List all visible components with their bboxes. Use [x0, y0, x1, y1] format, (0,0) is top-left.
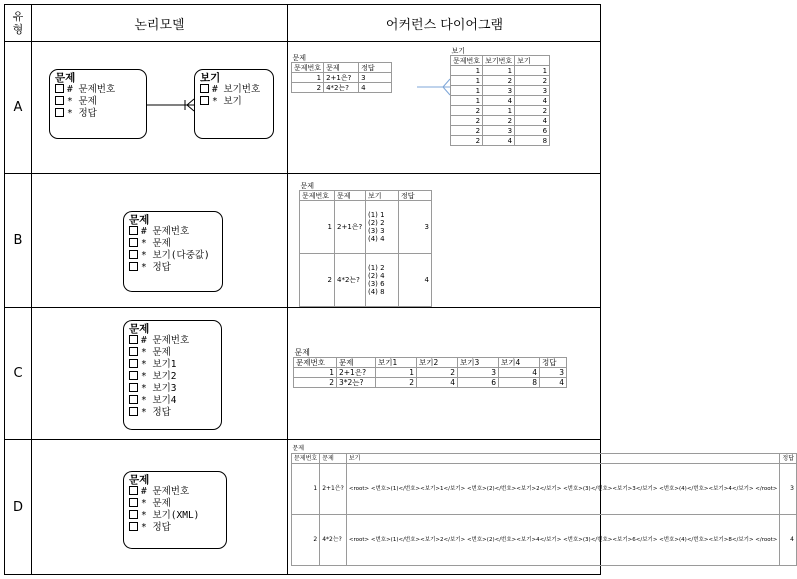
table-cell: 2+1은? — [335, 201, 366, 254]
table-header: 문제 — [324, 63, 359, 73]
choice-item: (4) 4 — [368, 235, 385, 243]
occurrence-table-c — [293, 348, 567, 388]
relationship-line-icon — [147, 95, 195, 115]
entity-name: 보기 — [200, 72, 221, 84]
table-cell: 4*2는? — [324, 83, 359, 93]
table-cell: 2 — [451, 126, 483, 136]
table-header: 문제번호 — [294, 358, 337, 368]
table-header: 문제번호 — [300, 191, 335, 201]
table-header: 문제 — [337, 358, 376, 368]
table-header: 정답 — [399, 191, 432, 201]
table-row — [292, 83, 392, 93]
entity-problem-b — [123, 211, 223, 292]
table-caption: 문제 — [292, 53, 307, 62]
attr-text: * 보기(다중값) — [141, 250, 210, 261]
table-row — [451, 116, 550, 126]
entity-attr — [55, 84, 141, 96]
table-header: 보기4 — [499, 358, 540, 368]
checkbox-icon — [129, 522, 138, 531]
checkbox-icon — [129, 347, 138, 356]
type-header-char-1: 유 — [12, 10, 24, 23]
attr-text: # 문제번호 — [141, 226, 190, 237]
table-row — [294, 368, 567, 378]
entity-attr — [129, 407, 216, 419]
entity-attr — [129, 347, 216, 359]
table-header: 보기2 — [417, 358, 458, 368]
checkbox-icon — [129, 250, 138, 259]
attr-text: * 정답 — [141, 522, 171, 533]
table-cell: 4 — [417, 378, 458, 388]
attr-text: * 보기4 — [141, 395, 177, 406]
table-row — [451, 96, 550, 106]
table-cell: 4 — [499, 368, 540, 378]
table-header: 보기 — [366, 191, 399, 201]
table-header: 문제 — [320, 454, 347, 464]
attr-text: # 보기번호 — [212, 84, 261, 95]
row-divider — [5, 41, 600, 42]
table-row — [300, 254, 432, 307]
entity-name: 문제 — [55, 72, 76, 84]
attr-text: * 문제 — [141, 347, 171, 358]
table-cell: 6 — [458, 378, 499, 388]
table-header: 정답 — [359, 63, 392, 73]
table-cell: 4 — [483, 96, 515, 106]
table-row — [451, 66, 550, 76]
table-cell: 1 — [294, 368, 337, 378]
checkbox-icon — [129, 498, 138, 507]
table-header: 문제 — [335, 191, 366, 201]
checkbox-icon — [55, 96, 64, 105]
attr-text: * 보기3 — [141, 383, 177, 394]
table-header: 문제번호 — [292, 454, 320, 464]
attr-text: * 정답 — [141, 262, 171, 273]
attr-text: * 문제 — [141, 498, 171, 509]
entity-name: 문제 — [129, 323, 150, 335]
table-caption: 문제 — [294, 347, 310, 357]
choice-item: (2) 2 — [368, 219, 385, 227]
type-label-c: C — [13, 366, 23, 381]
entity-attr — [129, 486, 221, 498]
table-cell: 2 — [376, 378, 417, 388]
table-header: 정답 — [540, 358, 567, 368]
choice-list-cell — [366, 201, 399, 254]
attr-text: # 문제번호 — [141, 335, 190, 346]
attr-text: * 정답 — [141, 407, 171, 418]
table-cell: 4 — [515, 96, 550, 106]
table-caption: 보기 — [451, 46, 466, 55]
checkbox-icon — [129, 262, 138, 271]
type-label-d: D — [12, 500, 23, 515]
occurrence-diagram-header: 어커런스 다이어그램 — [385, 17, 504, 33]
entity-attr — [129, 395, 216, 407]
table-cell: 3 — [359, 73, 392, 83]
row-divider — [5, 173, 600, 174]
table-cell: 2+1은? — [337, 368, 376, 378]
attr-text: * 정답 — [67, 108, 97, 119]
entity-attr — [129, 262, 217, 274]
checkbox-icon — [129, 407, 138, 416]
table-cell: 8 — [499, 378, 540, 388]
occurrence-table-a-choice — [450, 46, 550, 146]
table-cell: 1 — [376, 368, 417, 378]
attr-text: * 보기1 — [141, 359, 177, 370]
entity-name: 문제 — [129, 214, 150, 226]
choice-item: (1) 2 — [368, 264, 385, 272]
xml-cell: <root> <번호>(1)</번호><보기>2</보기> <번호>(2)</번호><보기>4</보기> <번호>(3)</번호><보기>6</보기> <번호>(4)</번호><보기>8</보기> </root> — [346, 515, 780, 566]
table-cell: 2 — [451, 106, 483, 116]
table-caption: 문제 — [300, 181, 315, 190]
table-header: 보기1 — [376, 358, 417, 368]
table-cell: 1 — [483, 66, 515, 76]
table-row — [292, 464, 797, 515]
logical-model-header: 논리모델 — [134, 17, 185, 33]
entity-attr — [200, 84, 268, 96]
table-row — [294, 378, 567, 388]
type-header-char-2: 형 — [12, 23, 24, 36]
table-cell: 3 — [399, 201, 432, 254]
table-cell: 8 — [515, 136, 550, 146]
attr-text: * 문제 — [67, 96, 97, 107]
occurrence-table-d — [291, 444, 797, 566]
table-cell: 2 — [292, 515, 320, 566]
checkbox-icon — [129, 359, 138, 368]
table-cell: 2 — [451, 116, 483, 126]
table-cell: 3 — [515, 86, 550, 96]
entity-attr — [129, 371, 216, 383]
entity-attr — [55, 96, 141, 108]
table-header: 문제번호 — [292, 63, 324, 73]
checkbox-icon — [129, 510, 138, 519]
table-cell: 3 — [458, 368, 499, 378]
table-cell: 2 — [417, 368, 458, 378]
table-row — [292, 515, 797, 566]
checkbox-icon — [55, 108, 64, 117]
table-cell: 3*2는? — [337, 378, 376, 388]
table-cell: 1 — [292, 73, 324, 83]
entity-attr — [129, 335, 216, 347]
table-row — [451, 76, 550, 86]
table-cell: 1 — [483, 106, 515, 116]
table-cell: 1 — [300, 201, 335, 254]
entity-attr — [129, 383, 216, 395]
table-row — [451, 86, 550, 96]
comparison-table — [4, 4, 794, 575]
choice-item: (4) 8 — [368, 288, 385, 296]
entity-problem-d — [123, 471, 227, 549]
table-row — [451, 136, 550, 146]
column-divider — [31, 5, 32, 574]
table-cell: 4 — [359, 83, 392, 93]
table-header: 보기3 — [458, 358, 499, 368]
entity-attr — [129, 226, 217, 238]
choice-item: (1) 1 — [368, 211, 385, 219]
occurrence-table-a-problem — [291, 53, 392, 93]
table-row — [451, 126, 550, 136]
table-cell: 4 — [515, 116, 550, 126]
checkbox-icon — [129, 335, 138, 344]
table-cell: 2 — [515, 76, 550, 86]
table-header: 보기번호 — [483, 56, 515, 66]
choice-item: (2) 4 — [368, 272, 385, 280]
table-row — [292, 73, 392, 83]
table-header: 정답 — [780, 454, 797, 464]
xml-cell: <root> <번호>(1)</번호><보기>1</보기> <번호>(2)</번호><보기>2</보기> <번호>(3)</번호><보기>3</보기> <번호>(4)</번호><보기>4</보기> </root> — [346, 464, 780, 515]
entity-name: 문제 — [129, 474, 150, 486]
occurrence-table-b — [299, 181, 432, 307]
row-divider — [5, 439, 600, 440]
table-cell: 3 — [540, 368, 567, 378]
checkbox-icon — [129, 238, 138, 247]
attr-text: * 보기(XML) — [141, 510, 200, 521]
entity-attr — [129, 238, 217, 250]
attr-text: * 보기 — [212, 96, 242, 107]
checkbox-icon — [129, 226, 138, 235]
type-column-header — [5, 5, 31, 41]
table-cell: 2 — [451, 136, 483, 146]
mapping-arrow-icon — [417, 75, 451, 99]
attr-text: # 문제번호 — [141, 486, 190, 497]
entity-attr — [129, 498, 221, 510]
table-cell: 3 — [483, 126, 515, 136]
table-cell: 2 — [515, 106, 550, 116]
table-cell: 2+1은? — [320, 464, 347, 515]
table-cell: 4*2는? — [320, 515, 347, 566]
table-cell: 3 — [780, 464, 797, 515]
table-row — [451, 106, 550, 116]
entity-problem-a — [49, 69, 147, 139]
table-cell: 4 — [540, 378, 567, 388]
table-cell: 1 — [451, 86, 483, 96]
table-cell: 2 — [292, 83, 324, 93]
column-divider — [287, 5, 288, 574]
table-cell: 6 — [515, 126, 550, 136]
table-cell: 2 — [294, 378, 337, 388]
entity-attr — [55, 108, 141, 120]
table-cell: 4 — [780, 515, 797, 566]
attr-text: # 문제번호 — [67, 84, 116, 95]
entity-attr — [129, 522, 221, 534]
checkbox-icon — [129, 383, 138, 392]
entity-problem-c — [123, 320, 222, 430]
checkbox-icon — [200, 96, 209, 105]
entity-attr — [200, 96, 268, 108]
table-cell: 1 — [451, 76, 483, 86]
entity-choice-a — [194, 69, 274, 139]
checkbox-icon — [129, 395, 138, 404]
choice-item: (3) 3 — [368, 227, 385, 235]
choice-item: (3) 6 — [368, 280, 385, 288]
table-header: 보기 — [515, 56, 550, 66]
table-cell: 1 — [451, 66, 483, 76]
checkbox-icon — [200, 84, 209, 93]
table-cell: 2 — [483, 76, 515, 86]
table-cell: 2 — [300, 254, 335, 307]
type-label-a: A — [13, 100, 23, 115]
table-cell: 4 — [483, 136, 515, 146]
table-cell: 1 — [515, 66, 550, 76]
table-cell: 1 — [292, 464, 320, 515]
checkbox-icon — [55, 84, 64, 93]
type-label-b: B — [13, 233, 23, 248]
entity-attr — [129, 250, 217, 262]
table-cell: 4*2는? — [335, 254, 366, 307]
attr-text: * 보기2 — [141, 371, 177, 382]
table-cell: 4 — [399, 254, 432, 307]
table-header: 보기 — [346, 454, 780, 464]
table-row — [300, 201, 432, 254]
entity-attr — [129, 359, 216, 371]
entity-attr — [129, 510, 221, 522]
choice-list-cell — [366, 254, 399, 307]
table-cell: 2+1은? — [324, 73, 359, 83]
checkbox-icon — [129, 486, 138, 495]
table-cell: 1 — [451, 96, 483, 106]
table-cell: 3 — [483, 86, 515, 96]
table-header: 문제번호 — [451, 56, 483, 66]
attr-text: * 문제 — [141, 238, 171, 249]
table-cell: 2 — [483, 116, 515, 126]
checkbox-icon — [129, 371, 138, 380]
row-divider — [5, 307, 600, 308]
table-caption: 문제 — [292, 444, 305, 452]
